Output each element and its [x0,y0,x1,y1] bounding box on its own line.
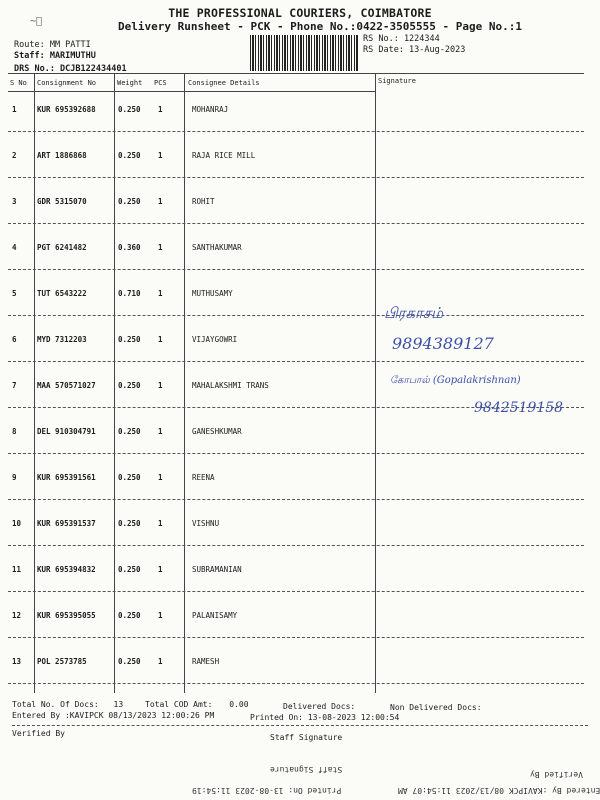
mirrored-staff-signature: Staff Signature [270,765,343,774]
row-weight: 0.250 [118,565,141,574]
row-pcs: 1 [158,197,163,206]
row-separator [8,591,584,592]
row-separator [8,453,584,454]
row-consignment-no: KUR 695391561 [37,473,96,482]
row-weight: 0.250 [118,335,141,344]
handwritten-name-row6: பிரகாசம் [384,304,444,322]
table-row [8,93,584,139]
row-weight: 0.250 [118,427,141,436]
row-consignment-no: KUR 695395055 [37,611,96,620]
row-sno: 12 [12,611,22,620]
row-sno: 9 [12,473,17,482]
col-header-consignee: Consignee Details [188,79,260,87]
table-row [8,553,584,599]
row-consignment-no: GDR 5315070 [37,197,87,206]
row-weight: 0.360 [118,243,141,252]
table-row [8,231,584,277]
row-consignee: GANESHKUMAR [192,427,242,436]
route-label: Route: MM PATTI [14,40,91,50]
table-row [8,599,584,645]
row-sno: 4 [12,243,17,252]
row-sno: 1 [12,105,17,114]
row-consignment-no: PGT 6241482 [37,243,87,252]
row-separator [8,177,584,178]
row-pcs: 1 [158,657,163,666]
row-sno: 6 [12,335,17,344]
row-consignee: ROHIT [192,197,215,206]
row-sno: 13 [12,657,22,666]
staff-signature: Staff Signature [270,733,343,742]
total-docs [12,700,123,709]
total-docs-label: Total No. Of Docs: [12,700,99,709]
row-consignment-no: MYD 7312203 [37,335,87,344]
row-consignee: MUTHUSAMY [192,289,233,298]
row-consignment-no: DEL 910304791 [37,427,96,436]
rs-number: RS No.: 1224344 [363,34,440,44]
row-consignment-no: KUR 695394832 [37,565,96,574]
corner-mark: ~ﾞ [30,16,43,27]
row-pcs: 1 [158,611,163,620]
row-consignee: MOHANRAJ [192,105,229,114]
row-pcs: 1 [158,519,163,528]
row-separator [8,683,584,684]
row-pcs: 1 [158,427,163,436]
table-row [8,461,584,507]
row-consignment-no: MAA 570571027 [37,381,96,390]
row-pcs: 1 [158,243,163,252]
row-consignment-no: KUR 695392688 [37,105,96,114]
cod-amount [145,700,249,709]
handwritten-phone-row7: 9842519158 [474,400,564,416]
mirrored-entered-by: Entered By :KAVIPCK 08/13/2023 11:54:07 AM [398,786,600,795]
row-pcs: 1 [158,151,163,160]
row-separator [8,269,584,270]
row-consignee: RAJA RICE MILL [192,151,256,160]
row-weight: 0.250 [118,381,141,390]
col-header-pcs: PCS [154,79,167,87]
verified-by: Verified By [12,729,65,738]
row-pcs: 1 [158,335,163,344]
col-header-sno: S No [10,79,27,87]
entered-by: Entered By :KAVIPCK 08/13/2023 12:00:26 PM [12,711,215,720]
row-sno: 2 [12,151,17,160]
printed-on: Printed On: 13-08-2023 12:00:54 [250,713,400,722]
col-header-consignment: Consignment No [37,79,97,87]
row-consignee: VIJAYGOWRI [192,335,238,344]
cod-value: 0.00 [229,700,249,709]
rs-date: RS Date: 13-Aug-2023 [363,45,466,55]
row-consignment-no: ART 1886868 [37,151,87,160]
row-separator [8,637,584,638]
row-weight: 0.250 [118,611,141,620]
row-sno: 11 [12,565,22,574]
row-weight: 0.250 [118,657,141,666]
cod-label: Total COD Amt: [145,700,213,709]
total-docs-value: 13 [113,700,124,709]
table-row [8,139,584,185]
row-pcs: 1 [158,473,163,482]
row-consignee: PALANISAMY [192,611,238,620]
row-consignee: RAMESH [192,657,220,666]
row-consignee: VISHNU [192,519,220,528]
row-consignee: SUBRAMANIAN [192,565,242,574]
row-consignee: SANTHAKUMAR [192,243,242,252]
row-separator [8,315,584,316]
row-consignee: MAHALAKSHMI TRANS [192,381,269,390]
row-consignment-no: POL 2573785 [37,657,87,666]
mirrored-printed-on: Printed On: 13-08-2023 11:54:19 [192,786,342,795]
table-row [8,277,584,323]
col-header-signature: Signature [378,77,416,85]
runsheet-title: Delivery Runsheet - PCK - Phone No.:0422-3505555 - Page No.:1 [118,20,522,33]
footer-divider [12,725,588,726]
row-separator [8,545,584,546]
col-header-weight: Weight [117,79,143,87]
row-consignee: REENA [192,473,215,482]
table-row [8,507,584,553]
drs-number: DRS No.: DCJB122434401 [14,64,127,74]
row-sno: 7 [12,381,17,390]
row-pcs: 1 [158,381,163,390]
handwritten-name-row7: கோபால் (Gopalakrishnan) [390,375,521,386]
handwritten-phone-row6: 9894389127 [392,334,494,353]
row-sno: 5 [12,289,17,298]
non-delivered-docs-label: Non Delivered Docs: [390,703,482,712]
table-row [8,323,584,369]
row-separator [8,223,584,224]
row-weight: 0.250 [118,473,141,482]
barcode [250,35,358,71]
row-pcs: 1 [158,105,163,114]
row-consignment-no: TUT 6543222 [37,289,87,298]
table-top-border [8,73,584,74]
row-weight: 0.250 [118,105,141,114]
table-row [8,185,584,231]
header-underline [8,91,376,92]
staff-label: Staff: MARIMUTHU [14,51,96,61]
table-row [8,645,584,691]
row-sno: 10 [12,519,22,528]
row-weight: 0.710 [118,289,141,298]
company-name: THE PROFESSIONAL COURIERS, COIMBATORE [168,6,432,20]
row-separator [8,361,584,362]
row-separator [8,499,584,500]
table-row [8,415,584,461]
row-pcs: 1 [158,289,163,298]
row-weight: 0.250 [118,519,141,528]
row-weight: 0.250 [118,151,141,160]
row-sno: 3 [12,197,17,206]
row-weight: 0.250 [118,197,141,206]
row-separator [8,131,584,132]
row-consignment-no: KUR 695391537 [37,519,96,528]
row-pcs: 1 [158,565,163,574]
delivered-docs-label: Delivered Docs: [283,702,356,711]
row-sno: 8 [12,427,17,436]
mirrored-verified-by: Verified By [530,770,583,779]
